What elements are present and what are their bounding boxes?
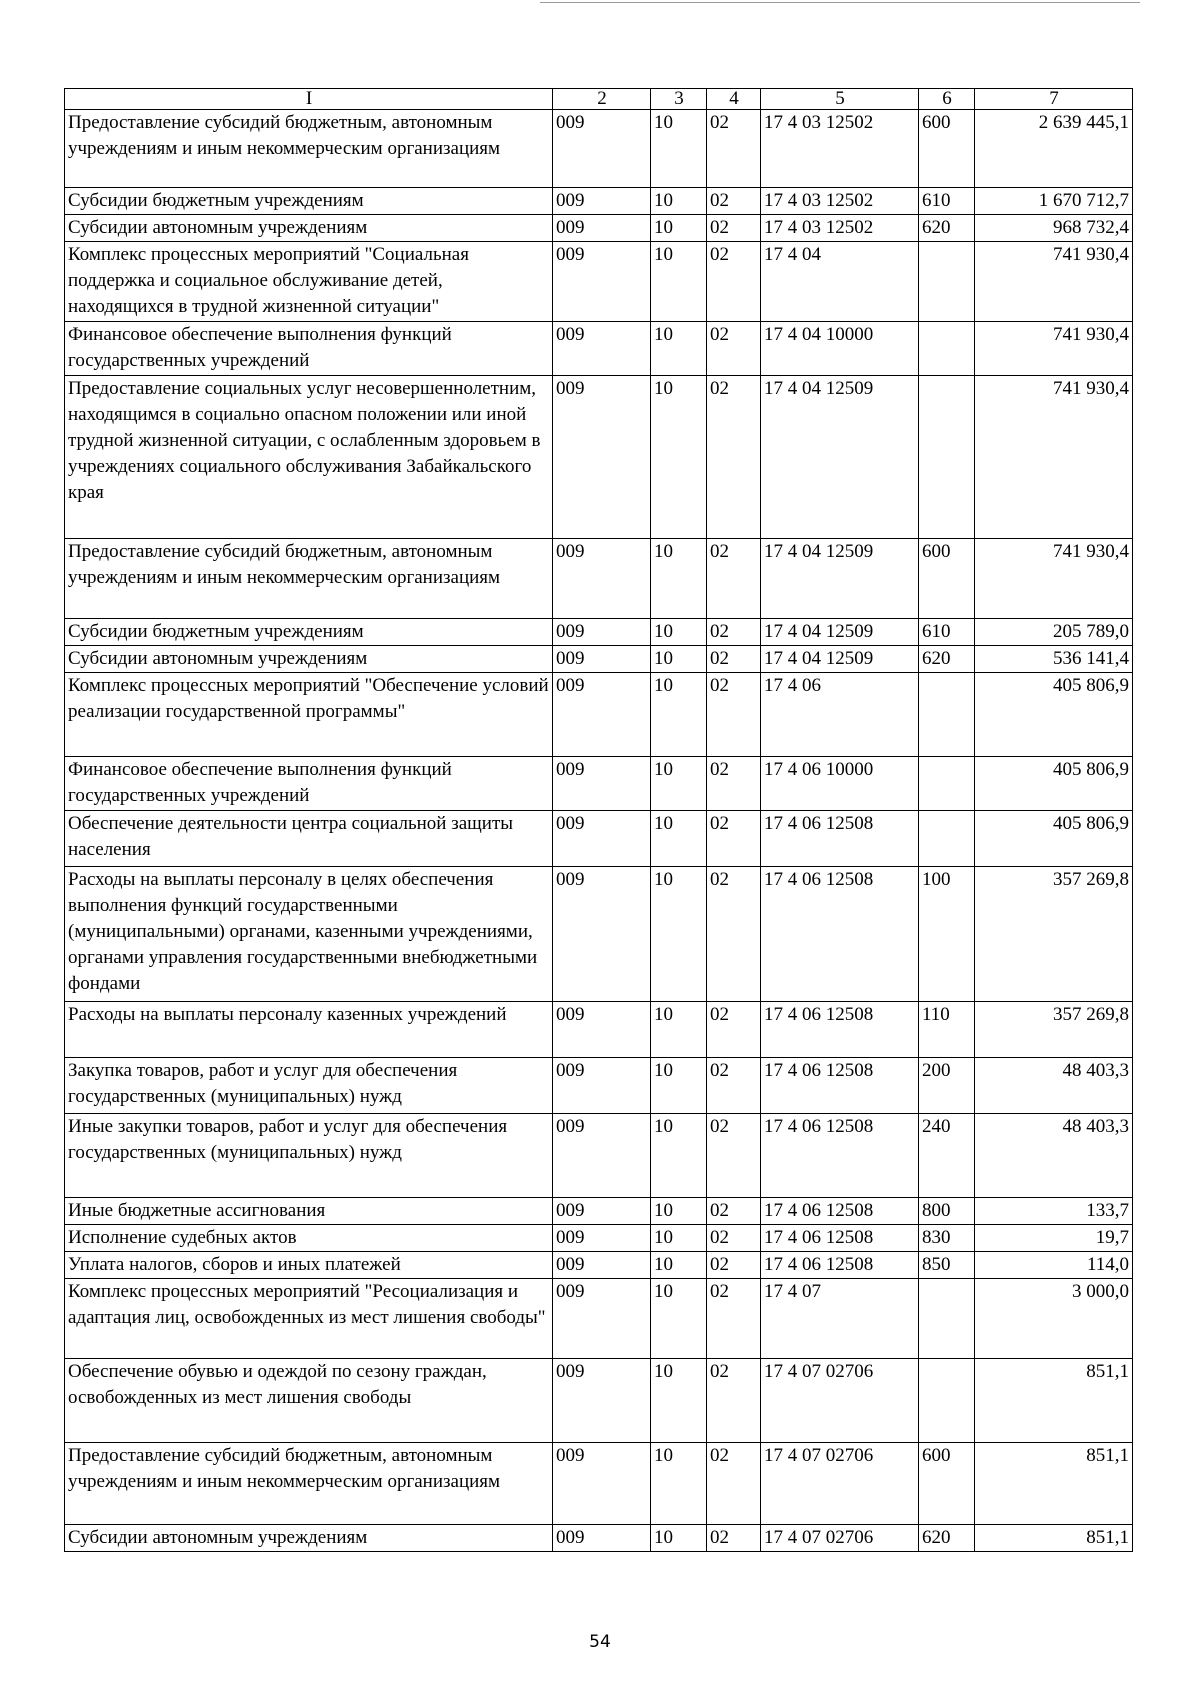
target-article: 17 4 04 12509 <box>761 646 919 673</box>
subsection-code: 02 <box>707 1225 761 1252</box>
table-row <box>65 757 1133 811</box>
section-code: 10 <box>651 1114 707 1198</box>
target-article: 17 4 06 12508 <box>761 1114 919 1198</box>
subsection-code: 02 <box>707 646 761 673</box>
section-code: 10 <box>651 1359 707 1443</box>
column-header: I <box>65 89 553 110</box>
table-row <box>65 1002 1133 1058</box>
page-number: 54 <box>589 1632 611 1652</box>
amount: 851,1 <box>975 1443 1133 1525</box>
section-code: 10 <box>651 242 707 322</box>
expense-type: 620 <box>919 646 975 673</box>
expense-type: 610 <box>919 619 975 646</box>
subsection-code: 02 <box>707 1359 761 1443</box>
table-row <box>65 673 1133 757</box>
ministry-code: 009 <box>553 1359 651 1443</box>
target-article: 17 4 04 <box>761 242 919 322</box>
table-row <box>65 1359 1133 1443</box>
scan-top-rule <box>540 2 1140 3</box>
subsection-code: 02 <box>707 1279 761 1359</box>
table-row <box>65 619 1133 646</box>
amount: 536 141,4 <box>975 646 1133 673</box>
ministry-code: 009 <box>553 867 651 1002</box>
row-name: Предоставление субсидий бюджетным, автономным учреждениям и иным некоммерческим организациям <box>65 539 553 619</box>
subsection-code: 02 <box>707 1198 761 1225</box>
amount: 205 789,0 <box>975 619 1133 646</box>
section-code: 10 <box>651 1525 707 1552</box>
table-row <box>65 646 1133 673</box>
row-name: Обеспечение деятельности центра социальной защиты населения <box>65 811 553 867</box>
subsection-code: 02 <box>707 757 761 811</box>
row-name: Субсидии бюджетным учреждениям <box>65 619 553 646</box>
column-header: 2 <box>553 89 651 110</box>
section-code: 10 <box>651 867 707 1002</box>
subsection-code: 02 <box>707 811 761 867</box>
ministry-code: 009 <box>553 619 651 646</box>
amount: 48 403,3 <box>975 1058 1133 1114</box>
table-row <box>65 1279 1133 1359</box>
subsection-code: 02 <box>707 376 761 539</box>
target-article: 17 4 06 12508 <box>761 1225 919 1252</box>
target-article: 17 4 04 12509 <box>761 539 919 619</box>
column-header: 5 <box>761 89 919 110</box>
target-article: 17 4 04 12509 <box>761 619 919 646</box>
section-code: 10 <box>651 376 707 539</box>
subsection-code: 02 <box>707 110 761 188</box>
row-name: Комплекс процессных мероприятий "Обеспечение условий реализации государственной программы" <box>65 673 553 757</box>
subsection-code: 02 <box>707 673 761 757</box>
header-row <box>65 89 1133 110</box>
amount: 405 806,9 <box>975 811 1133 867</box>
table-row <box>65 539 1133 619</box>
amount: 19,7 <box>975 1225 1133 1252</box>
subsection-code: 02 <box>707 619 761 646</box>
target-article: 17 4 06 10000 <box>761 757 919 811</box>
target-article: 17 4 03 12502 <box>761 188 919 215</box>
table-row <box>65 1443 1133 1525</box>
table-row <box>65 215 1133 242</box>
ministry-code: 009 <box>553 215 651 242</box>
row-name: Обеспечение обувью и одеждой по сезону граждан, освобожденных из мест лишения свободы <box>65 1359 553 1443</box>
amount: 741 930,4 <box>975 376 1133 539</box>
section-code: 10 <box>651 215 707 242</box>
expense-type: 100 <box>919 867 975 1002</box>
amount: 114,0 <box>975 1252 1133 1279</box>
table-row <box>65 811 1133 867</box>
ministry-code: 009 <box>553 1525 651 1552</box>
section-code: 10 <box>651 1198 707 1225</box>
ministry-code: 009 <box>553 1058 651 1114</box>
row-name: Субсидии автономным учреждениям <box>65 1525 553 1552</box>
column-header: 3 <box>651 89 707 110</box>
expense-type: 200 <box>919 1058 975 1114</box>
expense-type <box>919 322 975 376</box>
section-code: 10 <box>651 539 707 619</box>
subsection-code: 02 <box>707 1114 761 1198</box>
target-article: 17 4 03 12502 <box>761 215 919 242</box>
subsection-code: 02 <box>707 1525 761 1552</box>
ministry-code: 009 <box>553 242 651 322</box>
row-name: Субсидии автономным учреждениям <box>65 646 553 673</box>
ministry-code: 009 <box>553 1443 651 1525</box>
table-row <box>65 1114 1133 1198</box>
table-row <box>65 867 1133 1002</box>
subsection-code: 02 <box>707 1002 761 1058</box>
amount: 968 732,4 <box>975 215 1133 242</box>
target-article: 17 4 06 12508 <box>761 1252 919 1279</box>
row-name: Исполнение судебных актов <box>65 1225 553 1252</box>
expense-type: 850 <box>919 1252 975 1279</box>
target-article: 17 4 06 12508 <box>761 1198 919 1225</box>
table-row <box>65 242 1133 322</box>
row-name: Расходы на выплаты персоналу в целях обеспечения выполнения функций государственными (муниципальными) органами, казенными учреждениями, органами управления государственными внебюджетными фондами <box>65 867 553 1002</box>
subsection-code: 02 <box>707 867 761 1002</box>
subsection-code: 02 <box>707 188 761 215</box>
ministry-code: 009 <box>553 673 651 757</box>
target-article: 17 4 03 12502 <box>761 110 919 188</box>
ministry-code: 009 <box>553 1002 651 1058</box>
amount: 48 403,3 <box>975 1114 1133 1198</box>
target-article: 17 4 07 <box>761 1279 919 1359</box>
amount: 851,1 <box>975 1359 1133 1443</box>
section-code: 10 <box>651 1252 707 1279</box>
section-code: 10 <box>651 1058 707 1114</box>
subsection-code: 02 <box>707 322 761 376</box>
row-name: Предоставление субсидий бюджетным, автономным учреждениям и иным некоммерческим организациям <box>65 1443 553 1525</box>
section-code: 10 <box>651 673 707 757</box>
subsection-code: 02 <box>707 1252 761 1279</box>
expense-type <box>919 757 975 811</box>
expense-type: 600 <box>919 539 975 619</box>
target-article: 17 4 06 12508 <box>761 867 919 1002</box>
expense-type: 800 <box>919 1198 975 1225</box>
ministry-code: 009 <box>553 110 651 188</box>
subsection-code: 02 <box>707 242 761 322</box>
subsection-code: 02 <box>707 215 761 242</box>
target-article: 17 4 07 02706 <box>761 1359 919 1443</box>
amount: 741 930,4 <box>975 322 1133 376</box>
table-row <box>65 376 1133 539</box>
row-name: Закупка товаров, работ и услуг для обеспечения государственных (муниципальных) нужд <box>65 1058 553 1114</box>
section-code: 10 <box>651 757 707 811</box>
ministry-code: 009 <box>553 811 651 867</box>
table-row <box>65 110 1133 188</box>
subsection-code: 02 <box>707 539 761 619</box>
ministry-code: 009 <box>553 376 651 539</box>
section-code: 10 <box>651 619 707 646</box>
amount: 851,1 <box>975 1525 1133 1552</box>
amount: 2 639 445,1 <box>975 110 1133 188</box>
column-header: 7 <box>975 89 1133 110</box>
table-row <box>65 1198 1133 1225</box>
expense-type <box>919 1279 975 1359</box>
ministry-code: 009 <box>553 757 651 811</box>
table-row <box>65 188 1133 215</box>
section-code: 10 <box>651 646 707 673</box>
amount: 357 269,8 <box>975 867 1133 1002</box>
table-row <box>65 1058 1133 1114</box>
row-name: Финансовое обеспечение выполнения функций государственных учреждений <box>65 322 553 376</box>
section-code: 10 <box>651 1002 707 1058</box>
ministry-code: 009 <box>553 322 651 376</box>
table-row <box>65 1525 1133 1552</box>
ministry-code: 009 <box>553 1225 651 1252</box>
expense-type: 110 <box>919 1002 975 1058</box>
ministry-code: 009 <box>553 1114 651 1198</box>
amount: 3 000,0 <box>975 1279 1133 1359</box>
target-article: 17 4 06 12508 <box>761 811 919 867</box>
section-code: 10 <box>651 811 707 867</box>
table-row <box>65 1225 1133 1252</box>
expense-type <box>919 673 975 757</box>
row-name: Комплекс процессных мероприятий "Ресоциализация и адаптация лиц, освобожденных из мест лишения свободы" <box>65 1279 553 1359</box>
row-name: Комплекс процессных мероприятий "Социальная поддержка и социальное обслуживание детей, находящихся в трудной жизненной ситуации" <box>65 242 553 322</box>
table-row <box>65 1252 1133 1279</box>
column-header: 4 <box>707 89 761 110</box>
subsection-code: 02 <box>707 1058 761 1114</box>
expense-type <box>919 376 975 539</box>
target-article: 17 4 07 02706 <box>761 1525 919 1552</box>
table-row <box>65 322 1133 376</box>
expense-type: 830 <box>919 1225 975 1252</box>
section-code: 10 <box>651 1279 707 1359</box>
column-header: 6 <box>919 89 975 110</box>
ministry-code: 009 <box>553 1198 651 1225</box>
row-name: Субсидии автономным учреждениям <box>65 215 553 242</box>
expense-type: 610 <box>919 188 975 215</box>
expense-type: 600 <box>919 110 975 188</box>
ministry-code: 009 <box>553 646 651 673</box>
row-name: Субсидии бюджетным учреждениям <box>65 188 553 215</box>
target-article: 17 4 06 <box>761 673 919 757</box>
budget-table <box>64 88 1133 1552</box>
ministry-code: 009 <box>553 1279 651 1359</box>
expense-type: 620 <box>919 1525 975 1552</box>
amount: 357 269,8 <box>975 1002 1133 1058</box>
row-name: Финансовое обеспечение выполнения функций государственных учреждений <box>65 757 553 811</box>
subsection-code: 02 <box>707 1443 761 1525</box>
section-code: 10 <box>651 322 707 376</box>
amount: 133,7 <box>975 1198 1133 1225</box>
section-code: 10 <box>651 1443 707 1525</box>
ministry-code: 009 <box>553 1252 651 1279</box>
expense-type <box>919 242 975 322</box>
expense-type <box>919 1359 975 1443</box>
row-name: Предоставление социальных услуг несовершеннолетним, находящимся в социально опасном положении или иной трудной жизненной ситуации, с ослабленным здоровьем в учреждениях социального обслуживания Забайкальского края <box>65 376 553 539</box>
row-name: Иные закупки товаров, работ и услуг для обеспечения государственных (муниципальных) нужд <box>65 1114 553 1198</box>
section-code: 10 <box>651 188 707 215</box>
expense-type <box>919 811 975 867</box>
target-article: 17 4 04 12509 <box>761 376 919 539</box>
ministry-code: 009 <box>553 188 651 215</box>
expense-type: 600 <box>919 1443 975 1525</box>
target-article: 17 4 06 12508 <box>761 1058 919 1114</box>
target-article: 17 4 04 10000 <box>761 322 919 376</box>
section-code: 10 <box>651 110 707 188</box>
target-article: 17 4 07 02706 <box>761 1443 919 1525</box>
row-name: Предоставление субсидий бюджетным, автономным учреждениям и иным некоммерческим организациям <box>65 110 553 188</box>
amount: 1 670 712,7 <box>975 188 1133 215</box>
amount: 405 806,9 <box>975 757 1133 811</box>
expense-type: 620 <box>919 215 975 242</box>
row-name: Расходы на выплаты персоналу казенных учреждений <box>65 1002 553 1058</box>
amount: 741 930,4 <box>975 242 1133 322</box>
amount: 741 930,4 <box>975 539 1133 619</box>
row-name: Уплата налогов, сборов и иных платежей <box>65 1252 553 1279</box>
section-code: 10 <box>651 1225 707 1252</box>
ministry-code: 009 <box>553 539 651 619</box>
target-article: 17 4 06 12508 <box>761 1002 919 1058</box>
expense-type: 240 <box>919 1114 975 1198</box>
amount: 405 806,9 <box>975 673 1133 757</box>
row-name: Иные бюджетные ассигнования <box>65 1198 553 1225</box>
